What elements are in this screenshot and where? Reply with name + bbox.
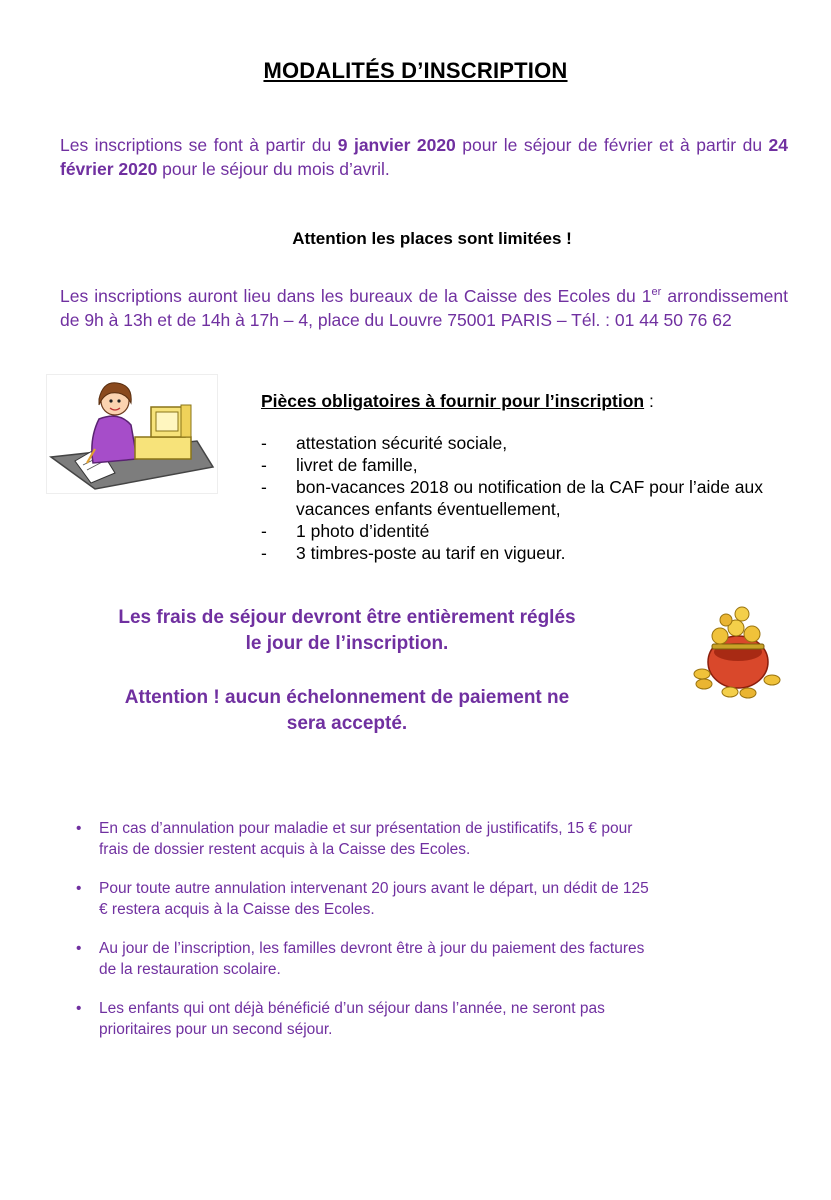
bullet-marker: • bbox=[76, 820, 82, 837]
frais-line-3: Attention ! aucun échelonnement de paiement ne bbox=[124, 687, 570, 708]
list-item: - 1 photo d’identité bbox=[261, 521, 430, 541]
location-text-1: Les inscriptions auront lieu dans les bureaux de la Caisse des Ecoles du 1 bbox=[60, 286, 652, 306]
secretary-illustration bbox=[46, 374, 218, 494]
pieces-heading bbox=[261, 391, 654, 412]
intro-text-3: pour le séjour du mois d’avril. bbox=[157, 159, 390, 179]
coin-purse-illustration bbox=[690, 600, 786, 700]
list-item: - bon-vacances 2018 ou notification de la CAF pour l’aide aux vacances enfants éventuellement, bbox=[261, 477, 763, 519]
list-item: - livret de famille, bbox=[261, 455, 418, 475]
dash-marker: - bbox=[261, 477, 267, 497]
bullet-marker: • bbox=[76, 880, 82, 897]
frais-line-2: le jour de l’inscription. bbox=[245, 633, 449, 654]
location-paragraph bbox=[60, 284, 788, 332]
page-title: MODALITÉS D’INSCRIPTION bbox=[263, 58, 568, 83]
dash-marker: - bbox=[261, 521, 267, 541]
pieces-list bbox=[261, 432, 831, 564]
frais-notice bbox=[60, 605, 634, 657]
intro-text-2: pour le séjour de février et à partir du bbox=[455, 135, 769, 155]
pieces-title: Pièces obligatoires à fournir pour l’inscription bbox=[261, 391, 645, 411]
coin-purse-icon bbox=[690, 600, 786, 700]
list-item: • Au jour de l’inscription, les familles devront être à jour du paiement des factures de la restauration scolaire. bbox=[76, 940, 645, 978]
payment-notice bbox=[60, 685, 634, 737]
places-warning: Attention les places sont limitées ! bbox=[292, 229, 572, 248]
bullet-marker: • bbox=[76, 1000, 82, 1017]
dash-marker: - bbox=[261, 433, 267, 453]
list-item: • Pour toute autre annulation intervenant 20 jours avant le départ, un dédit de 125 € restera acquis à la Caisse des Ecoles. bbox=[76, 880, 649, 918]
bullet-marker: • bbox=[76, 940, 82, 957]
frais-line-1: Les frais de séjour devront être entièrement réglés bbox=[118, 607, 576, 628]
pieces-title-suffix: : bbox=[644, 391, 654, 411]
conditions-list bbox=[76, 818, 656, 1058]
dash-marker: - bbox=[261, 455, 267, 475]
intro-date-1: 9 janvier 2020 bbox=[337, 135, 456, 155]
dash-marker: - bbox=[261, 543, 267, 563]
intro-date-2: 24 février 2020 bbox=[60, 135, 788, 179]
frais-line-4: sera accepté. bbox=[286, 713, 408, 734]
list-item: • Les enfants qui ont déjà bénéficié d’un séjour dans l’année, ne seront pas prioritaires pour un second séjour. bbox=[76, 1000, 605, 1038]
location-superscript: er bbox=[651, 286, 662, 299]
list-item: - 3 timbres-poste au tarif en vigueur. bbox=[261, 543, 566, 563]
list-item: • En cas d’annulation pour maladie et sur présentation de justificatifs, 15 € pour frais de dossier restent acquis à la Caisse des Ecoles. bbox=[76, 820, 633, 858]
list-item: - attestation sécurité sociale, bbox=[261, 433, 508, 453]
intro-paragraph bbox=[60, 133, 788, 181]
location-text-2: arrondissement de 9h à 13h et de 14h à 17h – 4, place du Louvre 75001 PARIS – Tél. : 01 44 50 76 62 bbox=[60, 286, 788, 330]
intro-text-1: Les inscriptions se font à partir du bbox=[60, 135, 338, 155]
secretary-icon bbox=[47, 375, 217, 493]
